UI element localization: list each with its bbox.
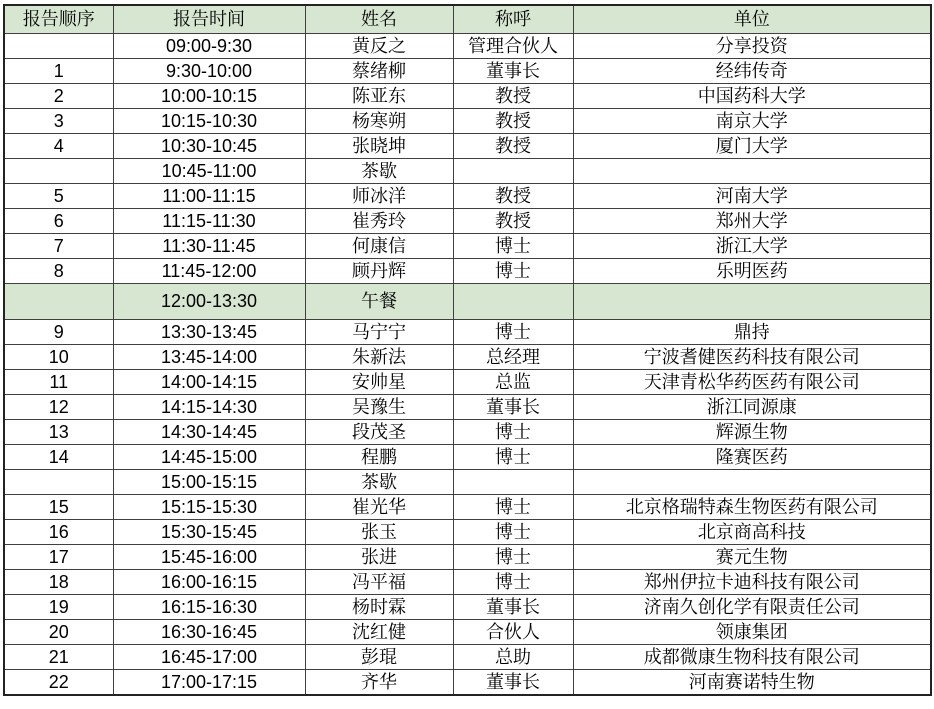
org-cell[interactable]: 河南大学 [573,184,931,209]
title-cell[interactable]: 博士 [453,520,573,545]
name-cell[interactable]: 陈亚东 [305,84,453,109]
time-cell[interactable]: 15:30-15:45 [113,520,305,545]
name-cell[interactable]: 黄反之 [305,34,453,59]
table-row [4,670,931,696]
time-cell[interactable]: 11:30-11:45 [113,234,305,259]
org-cell[interactable]: 郑州伊拉卡迪科技有限公司 [573,570,931,595]
order-cell[interactable]: 22 [4,670,113,696]
order-cell[interactable] [4,470,113,495]
table-row [4,495,931,520]
name-cell[interactable]: 蔡绪柳 [305,59,453,84]
org-cell[interactable]: 赛元生物 [573,545,931,570]
name-cell[interactable]: 张晓坤 [305,134,453,159]
title-cell[interactable]: 博士 [453,234,573,259]
time-cell[interactable]: 16:30-16:45 [113,620,305,645]
time-cell[interactable]: 14:30-14:45 [113,420,305,445]
order-cell[interactable]: 8 [4,259,113,284]
title-cell[interactable]: 教授 [453,134,573,159]
org-cell[interactable]: 南京大学 [573,109,931,134]
order-cell[interactable]: 4 [4,134,113,159]
org-cell[interactable]: 成都微康生物科技有限公司 [573,645,931,670]
title-cell[interactable]: 总监 [453,370,573,395]
org-cell[interactable]: 宁波耆健医药科技有限公司 [573,345,931,370]
time-cell[interactable]: 11:45-12:00 [113,259,305,284]
order-cell[interactable] [4,284,113,320]
time-cell[interactable]: 17:00-17:15 [113,670,305,696]
time-cell[interactable]: 09:00-9:30 [113,34,305,59]
org-cell[interactable]: 中国药科大学 [573,84,931,109]
table-row [4,134,931,159]
order-cell[interactable]: 16 [4,520,113,545]
order-cell[interactable]: 10 [4,345,113,370]
table-row [4,184,931,209]
name-cell[interactable]: 崔光华 [305,495,453,520]
order-cell[interactable]: 3 [4,109,113,134]
name-cell[interactable]: 程鹏 [305,445,453,470]
title-cell[interactable]: 博士 [453,259,573,284]
header-cell-name[interactable]: 姓名 [305,5,453,34]
title-cell[interactable] [453,284,573,320]
org-cell[interactable]: 浙江大学 [573,234,931,259]
name-cell[interactable]: 张进 [305,545,453,570]
title-cell[interactable]: 博士 [453,320,573,345]
order-cell[interactable]: 12 [4,395,113,420]
title-cell[interactable]: 教授 [453,109,573,134]
org-cell[interactable]: 北京商高科技 [573,520,931,545]
org-cell[interactable]: 天津青松华药医药有限公司 [573,370,931,395]
table-row [4,234,931,259]
name-cell[interactable]: 段茂圣 [305,420,453,445]
name-cell[interactable]: 师冰洋 [305,184,453,209]
order-cell[interactable]: 20 [4,620,113,645]
time-cell[interactable]: 10:45-11:00 [113,159,305,184]
title-cell[interactable]: 博士 [453,445,573,470]
order-cell[interactable]: 19 [4,595,113,620]
name-cell[interactable]: 齐华 [305,670,453,696]
order-cell[interactable]: 13 [4,420,113,445]
table-row [4,345,931,370]
time-cell[interactable]: 10:30-10:45 [113,134,305,159]
table-row [4,645,931,670]
name-cell[interactable]: 沈红健 [305,620,453,645]
org-cell[interactable]: 经纬传奇 [573,59,931,84]
org-cell[interactable]: 乐明医药 [573,259,931,284]
table-row [4,109,931,134]
header-cell-title[interactable]: 称呼 [453,5,573,34]
name-cell[interactable]: 冯平福 [305,570,453,595]
table-row [4,259,931,284]
time-cell[interactable]: 16:45-17:00 [113,645,305,670]
table-row [4,620,931,645]
time-cell[interactable]: 10:15-10:30 [113,109,305,134]
time-cell[interactable]: 15:15-15:30 [113,495,305,520]
org-cell[interactable]: 鼎持 [573,320,931,345]
table-row [4,445,931,470]
header-cell-time[interactable]: 报告时间 [113,5,305,34]
table-row [4,84,931,109]
table-row [4,284,931,320]
org-cell[interactable] [573,470,931,495]
order-cell[interactable] [4,159,113,184]
header-row [4,5,931,34]
order-cell[interactable]: 11 [4,370,113,395]
name-cell[interactable]: 茶歇 [305,470,453,495]
title-cell[interactable]: 教授 [453,209,573,234]
table-row [4,420,931,445]
title-cell[interactable]: 管理合伙人 [453,34,573,59]
table-row [4,209,931,234]
org-cell[interactable]: 浙江同源康 [573,395,931,420]
org-cell[interactable]: 济南久创化学有限责任公司 [573,595,931,620]
title-cell[interactable]: 博士 [453,495,573,520]
order-cell[interactable]: 18 [4,570,113,595]
name-cell[interactable]: 何康信 [305,234,453,259]
table-row [4,520,931,545]
order-cell[interactable]: 17 [4,545,113,570]
time-cell[interactable]: 14:15-14:30 [113,395,305,420]
table-row [4,595,931,620]
table-row [4,570,931,595]
name-cell[interactable]: 吴豫生 [305,395,453,420]
order-cell[interactable]: 6 [4,209,113,234]
name-cell[interactable]: 顾丹辉 [305,259,453,284]
time-cell[interactable]: 11:15-11:30 [113,209,305,234]
table-row [4,470,931,495]
name-cell[interactable]: 杨时霖 [305,595,453,620]
name-cell[interactable]: 张玉 [305,520,453,545]
time-cell[interactable]: 14:00-14:15 [113,370,305,395]
title-cell[interactable] [453,470,573,495]
time-cell[interactable]: 12:00-13:30 [113,284,305,320]
time-cell[interactable]: 13:45-14:00 [113,345,305,370]
header-cell-order[interactable]: 报告顺序 [4,5,113,34]
order-cell[interactable]: 1 [4,59,113,84]
order-cell[interactable]: 9 [4,320,113,345]
title-cell[interactable]: 董事长 [453,395,573,420]
table-row [4,159,931,184]
order-cell[interactable]: 21 [4,645,113,670]
org-cell[interactable] [573,284,931,320]
org-cell[interactable]: 隆赛医药 [573,445,931,470]
time-cell[interactable]: 14:45-15:00 [113,445,305,470]
name-cell[interactable]: 马宁宁 [305,320,453,345]
title-cell[interactable]: 教授 [453,84,573,109]
table-row [4,34,931,59]
name-cell[interactable]: 茶歇 [305,159,453,184]
table-row [4,395,931,420]
org-cell[interactable]: 领康集团 [573,620,931,645]
time-cell[interactable]: 11:00-11:15 [113,184,305,209]
title-cell[interactable] [453,159,573,184]
time-cell[interactable]: 15:45-16:00 [113,545,305,570]
org-cell[interactable]: 辉源生物 [573,420,931,445]
header-cell-org[interactable]: 单位 [573,5,931,34]
title-cell[interactable]: 博士 [453,570,573,595]
order-cell[interactable]: 15 [4,495,113,520]
title-cell[interactable]: 博士 [453,545,573,570]
title-cell[interactable]: 董事长 [453,595,573,620]
order-cell[interactable]: 14 [4,445,113,470]
order-cell[interactable]: 5 [4,184,113,209]
org-cell[interactable]: 河南赛诺特生物 [573,670,931,696]
name-cell[interactable]: 崔秀玲 [305,209,453,234]
table-row [4,320,931,345]
order-cell[interactable] [4,34,113,59]
time-cell[interactable]: 10:00-10:15 [113,84,305,109]
table-row [4,545,931,570]
table-row [4,59,931,84]
org-cell[interactable]: 郑州大学 [573,209,931,234]
name-cell[interactable]: 安帅星 [305,370,453,395]
time-cell[interactable]: 13:30-13:45 [113,320,305,345]
name-cell[interactable]: 朱新法 [305,345,453,370]
table-row [4,370,931,395]
name-cell[interactable]: 杨寒朔 [305,109,453,134]
order-cell[interactable]: 7 [4,234,113,259]
title-cell[interactable]: 董事长 [453,670,573,696]
time-cell[interactable]: 9:30-10:00 [113,59,305,84]
time-cell[interactable]: 15:00-15:15 [113,470,305,495]
org-cell[interactable] [573,159,931,184]
title-cell[interactable]: 教授 [453,184,573,209]
org-cell[interactable]: 分享投资 [573,34,931,59]
org-cell[interactable]: 厦门大学 [573,134,931,159]
title-cell[interactable]: 董事长 [453,59,573,84]
org-cell[interactable]: 北京格瑞特森生物医药有限公司 [573,495,931,520]
order-cell[interactable]: 2 [4,84,113,109]
name-cell[interactable]: 彭琨 [305,645,453,670]
schedule-table [3,4,932,696]
title-cell[interactable]: 博士 [453,420,573,445]
title-cell[interactable]: 合伙人 [453,620,573,645]
time-cell[interactable]: 16:15-16:30 [113,595,305,620]
title-cell[interactable]: 总经理 [453,345,573,370]
title-cell[interactable]: 总助 [453,645,573,670]
name-cell[interactable]: 午餐 [305,284,453,320]
time-cell[interactable]: 16:00-16:15 [113,570,305,595]
